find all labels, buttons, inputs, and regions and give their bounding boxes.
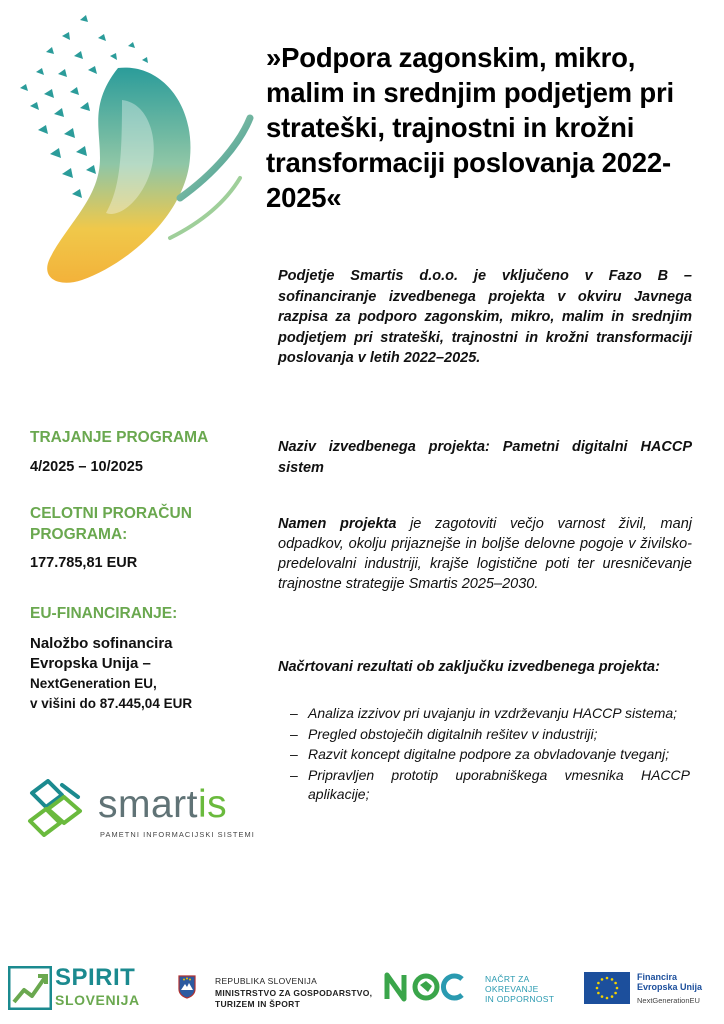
intro-paragraph: Podjetje Smartis d.o.o. je vključeno v Fazo B – sofinanciranje izvedbenega projekta v okviru Javnega razpisa za podporo zagonskim, mikro, malim in srednjim podjetjem pri strateški, trajnostni in krožni transformaciji poslovanja v letih 2022–2025. xyxy=(278,268,692,366)
project-name: Naziv izvedbenega projekta: Pametni digitalni HACCP sistem xyxy=(278,439,692,476)
smartis-tagline: PAMETNI INFORMACIJSKI SISTEMI xyxy=(100,830,255,839)
list-item xyxy=(290,745,690,765)
eu-flag-icon xyxy=(584,972,630,1004)
smartis-logo-icon xyxy=(26,779,84,837)
project-purpose xyxy=(278,514,692,594)
smartis-word-main: smart xyxy=(98,783,198,826)
list-item xyxy=(290,766,690,805)
budget-value: 177.785,81 EUR xyxy=(30,555,138,571)
butterfly-logo-graphic xyxy=(10,8,260,290)
gov-republic: REPUBLIKA SLOVENIJA xyxy=(215,976,318,986)
slovenia-crest-icon xyxy=(178,975,196,999)
eu-line-1: Naložbo sofinancira xyxy=(30,635,173,652)
eu-funded-line-2: Evropska Unija xyxy=(637,982,703,992)
results-heading: Načrtovani rezultati ob zaključku izvedbenega projekta: xyxy=(278,659,660,675)
bullet-dash: – xyxy=(290,746,298,762)
gov-ministry-line-2: TURIZEM IN ŠPORT xyxy=(215,999,301,1009)
list-item xyxy=(290,704,690,724)
eu-financing-label: EU-FINANCIRANJE: xyxy=(30,605,178,622)
eu-financing-text xyxy=(30,634,192,714)
spirit-name: SPIRIT xyxy=(55,964,136,991)
duration-value: 4/2025 – 10/2025 xyxy=(30,459,143,475)
noo-line-1: NAČRT ZA xyxy=(485,974,530,984)
noo-logo-icon xyxy=(384,972,468,1002)
noo-text xyxy=(485,974,554,1004)
eu-line-4: v višini do 87.445,04 EUR xyxy=(30,696,193,711)
eu-line-2: Evropska Unija – xyxy=(30,655,151,672)
gov-ministry-line-1: MINISTRSTVO ZA GOSPODARSTVO, xyxy=(215,988,373,998)
gov-ministry xyxy=(215,988,372,1010)
results-list xyxy=(290,704,690,806)
bullet-dash: – xyxy=(290,766,298,783)
eu-nextgeneration: NextGenerationEU xyxy=(637,996,700,1005)
budget-label: CELOTNI PRORAČUN PROGRAMA: xyxy=(30,505,192,543)
duration-label: TRAJANJE PROGRAMA xyxy=(30,429,209,446)
list-item-text: Pregled obstoječih digitalnih rešitev v industriji; xyxy=(308,725,598,742)
footer-logos xyxy=(0,960,724,1020)
purpose-text: je zagotoviti večjo varnost živil, manj odpadkov, okolju prijaznejše in boljše delovne pogoje v živilsko-predelovalni industriji, krajše logistične poti ter uresničevanje trajnostne strategije Smartis 2025–2030. xyxy=(278,516,692,592)
butterfly-antenna-1 xyxy=(180,118,250,198)
purpose-lead: Namen projekta xyxy=(278,516,397,532)
noo-line-2: OKREVANJE xyxy=(485,984,539,994)
bullet-dash: – xyxy=(290,705,298,721)
eu-funded-line-1: Financira xyxy=(637,972,678,982)
smartis-word-accent: is xyxy=(198,783,228,826)
spirit-country: SLOVENIJA xyxy=(55,992,140,1008)
list-item-text: Pripravljen prototip uporabniškega vmesnika HACCP aplikacije; xyxy=(308,766,690,802)
eu-line-3: NextGeneration EU, xyxy=(30,676,157,691)
list-item-text: Razvit koncept digitalne podpore za obvladovanje tveganj; xyxy=(308,746,670,762)
page-title: »Podpora zagonskim, mikro, malim in srednjim podjetjem pri strateški, trajnostni in krožni transformaciji poslovanja 2022-2025« xyxy=(266,42,674,213)
eu-funded-text xyxy=(637,972,702,992)
list-item-text: Analiza izzivov pri uvajanju in vzdrževanju HACCP sistema; xyxy=(308,705,678,721)
spirit-logo-icon xyxy=(8,966,52,1010)
noo-line-3: IN ODPORNOST xyxy=(485,994,555,1004)
list-item xyxy=(290,725,690,745)
bullet-dash: – xyxy=(290,725,298,742)
smartis-wordmark xyxy=(98,783,227,827)
